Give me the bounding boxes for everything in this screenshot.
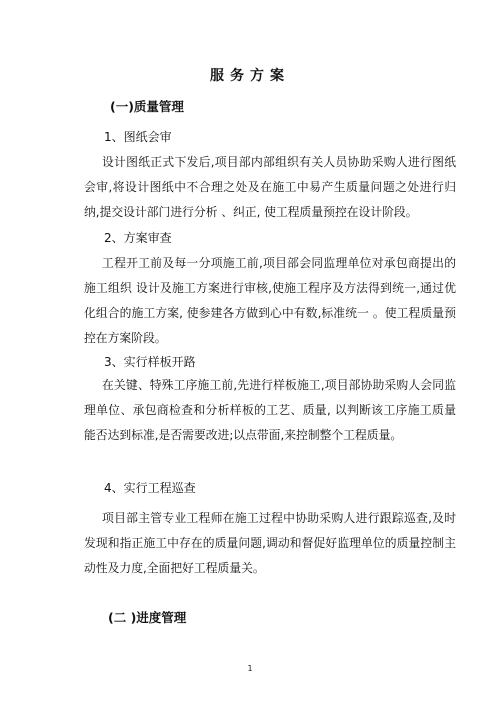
item-heading-inspection: 4、实行工程巡查 [104,481,196,495]
page-number: 1 [247,664,253,673]
item-text-drawing-review: 设计图纸正式下发后,项目部内部组织有关人员协助采购人进行图纸会审,将设计图纸中不合理之处及在施工中易产生质量问题之处进行归纳,提交设计部门进行分析 、纠正, 使工程质量预控在设计阶段。 [84,155,456,219]
section-heading-quality: (一)质量管理 [110,99,184,114]
item-text-plan-review: 工程开工前及每一分项施工前,项目部会同监理单位对承包商提出的施工组织 设计及施工方案进行审核,使施工程序及方法得到统一,通过优化组合的施工方案, 使参建各方做到心中有数,标准统一 。使工程质量预控在方案阶段。 [84,256,456,345]
item-text-sample-first: 在关键、特殊工序施工前,先进行样板施工,项目部协助采购人会同监理单位、承包商检查和分析样板的工艺、质量, 以判断该工序施工质量能否达到标准,是否需要改进;以点带面,来控制整个工程质量。 [84,378,456,442]
item-text-inspection: 项目部主管专业工程师在施工过程中协助采购人进行跟踪巡查,及时发现和指正施工中存在的质量问题,调动和督促好监理单位的质量控制主动性及力度,全面把好工程质量关。 [84,511,456,575]
item-heading-sample-first: 3、实行样板开路 [104,355,196,369]
document-title: 服务方案 [210,68,290,84]
section-heading-progress: (二 )进度管理 [108,610,187,625]
item-heading-drawing-review: 1、图纸会审 [104,130,172,144]
item-heading-plan-review: 2、方案审查 [104,231,172,245]
